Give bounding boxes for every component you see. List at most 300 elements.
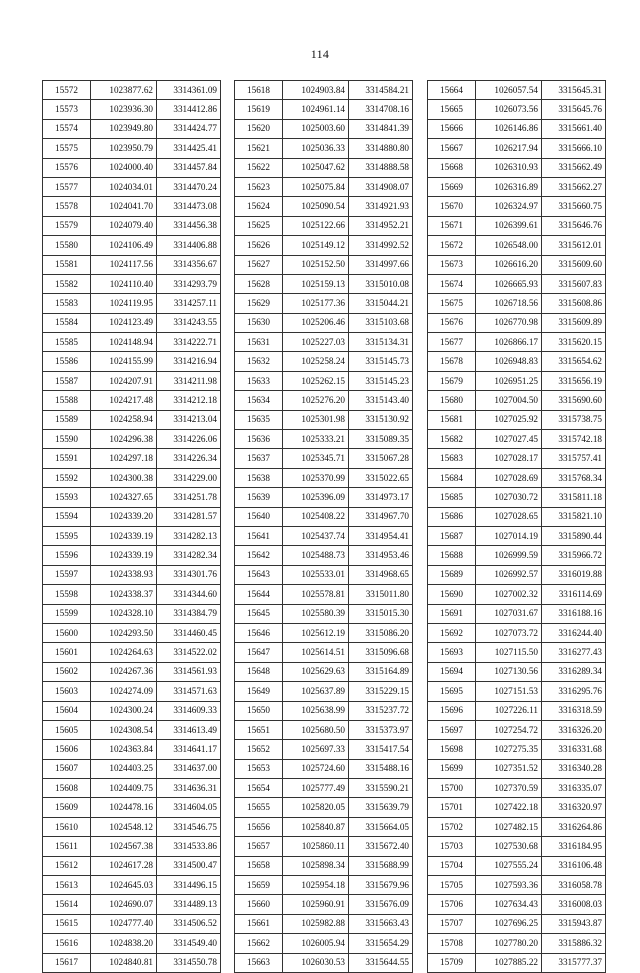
y-coordinate-cell: 3314997.66 <box>349 255 413 274</box>
point-id-cell: 15688 <box>428 546 476 565</box>
x-coordinate-cell: 1027780.20 <box>476 934 542 953</box>
table-row <box>43 798 221 817</box>
y-coordinate-cell: 3314257.11 <box>157 294 221 313</box>
x-coordinate-cell: 1025301.98 <box>283 410 349 429</box>
y-coordinate-cell: 3314952.21 <box>349 216 413 235</box>
table-row <box>428 565 606 584</box>
table-row <box>43 81 221 100</box>
table-row <box>43 604 221 623</box>
point-id-cell: 15585 <box>43 333 91 352</box>
x-coordinate-cell: 1024327.65 <box>91 488 157 507</box>
y-coordinate-cell: 3315645.76 <box>542 100 606 119</box>
point-id-cell: 15647 <box>235 643 283 662</box>
x-coordinate-cell: 1026548.00 <box>476 236 542 255</box>
table-row <box>43 526 221 545</box>
y-coordinate-cell: 3315661.40 <box>542 119 606 138</box>
y-coordinate-cell: 3314880.80 <box>349 139 413 158</box>
table-row <box>428 391 606 410</box>
y-coordinate-cell: 3316106.48 <box>542 856 606 875</box>
x-coordinate-cell: 1026999.59 <box>476 546 542 565</box>
y-coordinate-cell: 3316264.86 <box>542 817 606 836</box>
y-coordinate-cell: 3315644.55 <box>349 953 413 972</box>
x-coordinate-cell: 1027031.67 <box>476 604 542 623</box>
y-coordinate-cell: 3314460.45 <box>157 623 221 642</box>
x-coordinate-cell: 1025982.88 <box>283 914 349 933</box>
point-id-cell: 15649 <box>235 682 283 701</box>
table-row <box>235 934 413 953</box>
point-id-cell: 15599 <box>43 604 91 623</box>
point-id-cell: 15671 <box>428 216 476 235</box>
point-id-cell: 15611 <box>43 837 91 856</box>
y-coordinate-cell: 3314384.79 <box>157 604 221 623</box>
point-id-cell: 15612 <box>43 856 91 875</box>
y-coordinate-cell: 3315662.49 <box>542 158 606 177</box>
table-row <box>235 914 413 933</box>
x-coordinate-cell: 1027530.68 <box>476 837 542 856</box>
y-coordinate-cell: 3316318.59 <box>542 701 606 720</box>
y-coordinate-cell: 3316188.16 <box>542 604 606 623</box>
x-coordinate-cell: 1026146.86 <box>476 119 542 138</box>
point-id-cell: 15678 <box>428 352 476 371</box>
x-coordinate-cell: 1026770.98 <box>476 313 542 332</box>
point-id-cell: 15606 <box>43 740 91 759</box>
point-id-cell: 15572 <box>43 81 91 100</box>
y-coordinate-cell: 3314213.04 <box>157 410 221 429</box>
x-coordinate-cell: 1024903.84 <box>283 81 349 100</box>
x-coordinate-cell: 1025637.89 <box>283 682 349 701</box>
y-coordinate-cell: 3314282.34 <box>157 546 221 565</box>
point-id-cell: 15668 <box>428 158 476 177</box>
table-row <box>43 333 221 352</box>
y-coordinate-cell: 3315612.01 <box>542 236 606 255</box>
y-coordinate-cell: 3314489.13 <box>157 895 221 914</box>
table-row <box>235 449 413 468</box>
x-coordinate-cell: 1024267.36 <box>91 662 157 681</box>
y-coordinate-cell: 3315890.44 <box>542 526 606 545</box>
y-coordinate-cell: 3315742.18 <box>542 430 606 449</box>
x-coordinate-cell: 1025036.33 <box>283 139 349 158</box>
point-id-cell: 15675 <box>428 294 476 313</box>
y-coordinate-cell: 3315608.86 <box>542 294 606 313</box>
point-id-cell: 15680 <box>428 391 476 410</box>
table-row <box>43 410 221 429</box>
table-row <box>43 119 221 138</box>
coordinate-table-1 <box>42 80 221 973</box>
y-coordinate-cell: 3315666.10 <box>542 139 606 158</box>
x-coordinate-cell: 1024777.40 <box>91 914 157 933</box>
point-id-cell: 15620 <box>235 119 283 138</box>
x-coordinate-cell: 1024300.38 <box>91 468 157 487</box>
x-coordinate-cell: 1027226.11 <box>476 701 542 720</box>
y-coordinate-cell: 3314229.00 <box>157 468 221 487</box>
x-coordinate-cell: 1024308.54 <box>91 720 157 739</box>
table-row <box>428 274 606 293</box>
point-id-cell: 15681 <box>428 410 476 429</box>
table-row <box>235 740 413 759</box>
x-coordinate-cell: 1025612.19 <box>283 623 349 642</box>
table-row <box>235 81 413 100</box>
point-id-cell: 15673 <box>428 255 476 274</box>
table-row <box>235 759 413 778</box>
point-id-cell: 15617 <box>43 953 91 972</box>
y-coordinate-cell: 3314344.60 <box>157 585 221 604</box>
table-row <box>235 255 413 274</box>
x-coordinate-cell: 1025122.66 <box>283 216 349 235</box>
table-row <box>235 662 413 681</box>
point-id-cell: 15629 <box>235 294 283 313</box>
x-coordinate-cell: 1024339.19 <box>91 546 157 565</box>
table-row <box>428 468 606 487</box>
point-id-cell: 15607 <box>43 759 91 778</box>
x-coordinate-cell: 1025488.73 <box>283 546 349 565</box>
table-row <box>235 197 413 216</box>
y-coordinate-cell: 3314211.98 <box>157 371 221 390</box>
x-coordinate-cell: 1026665.93 <box>476 274 542 293</box>
point-id-cell: 15615 <box>43 914 91 933</box>
table-row <box>43 662 221 681</box>
x-coordinate-cell: 1024297.18 <box>91 449 157 468</box>
point-id-cell: 15644 <box>235 585 283 604</box>
x-coordinate-cell: 1027422.18 <box>476 798 542 817</box>
table-row <box>235 507 413 526</box>
x-coordinate-cell: 1026992.57 <box>476 565 542 584</box>
point-id-cell: 15613 <box>43 876 91 895</box>
y-coordinate-cell: 3314412.86 <box>157 100 221 119</box>
y-coordinate-cell: 3315943.87 <box>542 914 606 933</box>
y-coordinate-cell: 3316295.76 <box>542 682 606 701</box>
point-id-cell: 15652 <box>235 740 283 759</box>
y-coordinate-cell: 3315821.10 <box>542 507 606 526</box>
x-coordinate-cell: 1025954.18 <box>283 876 349 895</box>
x-coordinate-cell: 1024217.48 <box>91 391 157 410</box>
table-row <box>428 876 606 895</box>
point-id-cell: 15641 <box>235 526 283 545</box>
table-row <box>235 410 413 429</box>
table-row <box>428 701 606 720</box>
point-id-cell: 15702 <box>428 817 476 836</box>
y-coordinate-cell: 3314473.08 <box>157 197 221 216</box>
y-coordinate-cell: 3315672.40 <box>349 837 413 856</box>
y-coordinate-cell: 3314571.63 <box>157 682 221 701</box>
y-coordinate-cell: 3315237.72 <box>349 701 413 720</box>
point-id-cell: 15694 <box>428 662 476 681</box>
point-id-cell: 15683 <box>428 449 476 468</box>
point-id-cell: 15661 <box>235 914 283 933</box>
y-coordinate-cell: 3315130.92 <box>349 410 413 429</box>
x-coordinate-cell: 1024645.03 <box>91 876 157 895</box>
coordinate-table-3 <box>427 80 606 973</box>
point-id-cell: 15703 <box>428 837 476 856</box>
x-coordinate-cell: 1024328.10 <box>91 604 157 623</box>
table-row <box>43 216 221 235</box>
point-id-cell: 15610 <box>43 817 91 836</box>
table-row <box>428 139 606 158</box>
y-coordinate-cell: 3316331.68 <box>542 740 606 759</box>
y-coordinate-cell: 3314522.02 <box>157 643 221 662</box>
x-coordinate-cell: 1024690.07 <box>91 895 157 914</box>
y-coordinate-cell: 3315044.21 <box>349 294 413 313</box>
table-row <box>428 662 606 681</box>
table-row <box>43 100 221 119</box>
x-coordinate-cell: 1024339.20 <box>91 507 157 526</box>
point-id-cell: 15627 <box>235 255 283 274</box>
point-id-cell: 15707 <box>428 914 476 933</box>
y-coordinate-cell: 3316058.78 <box>542 876 606 895</box>
table-row <box>43 430 221 449</box>
y-coordinate-cell: 3314604.05 <box>157 798 221 817</box>
point-id-cell: 15633 <box>235 371 283 390</box>
point-id-cell: 15582 <box>43 274 91 293</box>
point-id-cell: 15662 <box>235 934 283 953</box>
point-id-cell: 15600 <box>43 623 91 642</box>
y-coordinate-cell: 3314222.71 <box>157 333 221 352</box>
table-row <box>428 236 606 255</box>
x-coordinate-cell: 1027130.56 <box>476 662 542 681</box>
y-coordinate-cell: 3314609.33 <box>157 701 221 720</box>
table-row <box>43 837 221 856</box>
x-coordinate-cell: 1024339.19 <box>91 526 157 545</box>
y-coordinate-cell: 3314636.31 <box>157 779 221 798</box>
y-coordinate-cell: 3315645.31 <box>542 81 606 100</box>
point-id-cell: 15622 <box>235 158 283 177</box>
table-row <box>428 682 606 701</box>
point-id-cell: 15656 <box>235 817 283 836</box>
y-coordinate-cell: 3314953.46 <box>349 546 413 565</box>
y-coordinate-cell: 3315229.15 <box>349 682 413 701</box>
x-coordinate-cell: 1024338.93 <box>91 565 157 584</box>
table-row <box>428 526 606 545</box>
table-row <box>235 119 413 138</box>
x-coordinate-cell: 1024961.14 <box>283 100 349 119</box>
x-coordinate-cell: 1025152.50 <box>283 255 349 274</box>
y-coordinate-cell: 3315103.68 <box>349 313 413 332</box>
y-coordinate-cell: 3314637.00 <box>157 759 221 778</box>
table-row <box>43 682 221 701</box>
table-row <box>235 274 413 293</box>
table-row <box>43 817 221 836</box>
x-coordinate-cell: 1023877.62 <box>91 81 157 100</box>
point-id-cell: 15592 <box>43 468 91 487</box>
point-id-cell: 15654 <box>235 779 283 798</box>
x-coordinate-cell: 1025960.91 <box>283 895 349 914</box>
x-coordinate-cell: 1024567.38 <box>91 837 157 856</box>
table-row <box>235 682 413 701</box>
table-row <box>428 119 606 138</box>
point-id-cell: 15632 <box>235 352 283 371</box>
y-coordinate-cell: 3316244.40 <box>542 623 606 642</box>
x-coordinate-cell: 1024106.49 <box>91 236 157 255</box>
y-coordinate-cell: 3314561.93 <box>157 662 221 681</box>
table-row <box>235 216 413 235</box>
table-row <box>428 546 606 565</box>
table-row <box>428 216 606 235</box>
x-coordinate-cell: 1025333.21 <box>283 430 349 449</box>
y-coordinate-cell: 3314550.78 <box>157 953 221 972</box>
x-coordinate-cell: 1025206.46 <box>283 313 349 332</box>
x-coordinate-cell: 1026324.97 <box>476 197 542 216</box>
point-id-cell: 15623 <box>235 177 283 196</box>
table-row <box>428 953 606 972</box>
x-coordinate-cell: 1024293.50 <box>91 623 157 642</box>
y-coordinate-cell: 3315488.16 <box>349 759 413 778</box>
point-id-cell: 15631 <box>235 333 283 352</box>
x-coordinate-cell: 1025840.87 <box>283 817 349 836</box>
x-coordinate-cell: 1025177.36 <box>283 294 349 313</box>
point-id-cell: 15665 <box>428 100 476 119</box>
point-id-cell: 15590 <box>43 430 91 449</box>
point-id-cell: 15672 <box>428 236 476 255</box>
x-coordinate-cell: 1023949.80 <box>91 119 157 138</box>
point-id-cell: 15601 <box>43 643 91 662</box>
table-row <box>428 100 606 119</box>
x-coordinate-cell: 1026030.53 <box>283 953 349 972</box>
y-coordinate-cell: 3314216.94 <box>157 352 221 371</box>
x-coordinate-cell: 1025437.74 <box>283 526 349 545</box>
y-coordinate-cell: 3314282.13 <box>157 526 221 545</box>
table-row <box>43 468 221 487</box>
table-row <box>43 701 221 720</box>
point-id-cell: 15605 <box>43 720 91 739</box>
x-coordinate-cell: 1024840.81 <box>91 953 157 972</box>
point-id-cell: 15691 <box>428 604 476 623</box>
x-coordinate-cell: 1025860.11 <box>283 837 349 856</box>
y-coordinate-cell: 3316340.28 <box>542 759 606 778</box>
point-id-cell: 15663 <box>235 953 283 972</box>
x-coordinate-cell: 1025227.03 <box>283 333 349 352</box>
table-row <box>43 197 221 216</box>
table-row <box>235 294 413 313</box>
table-row <box>428 81 606 100</box>
table-row <box>43 546 221 565</box>
point-id-cell: 15657 <box>235 837 283 856</box>
x-coordinate-cell: 1027275.35 <box>476 740 542 759</box>
y-coordinate-cell: 3316320.97 <box>542 798 606 817</box>
x-coordinate-cell: 1025149.12 <box>283 236 349 255</box>
point-id-cell: 15640 <box>235 507 283 526</box>
x-coordinate-cell: 1025047.62 <box>283 158 349 177</box>
table-row <box>428 585 606 604</box>
y-coordinate-cell: 3315143.40 <box>349 391 413 410</box>
x-coordinate-cell: 1024000.40 <box>91 158 157 177</box>
y-coordinate-cell: 3315022.65 <box>349 468 413 487</box>
y-coordinate-cell: 3315639.79 <box>349 798 413 817</box>
x-coordinate-cell: 1027028.69 <box>476 468 542 487</box>
table-row <box>428 914 606 933</box>
table-row <box>235 313 413 332</box>
point-id-cell: 15579 <box>43 216 91 235</box>
point-id-cell: 15645 <box>235 604 283 623</box>
table-row <box>43 352 221 371</box>
point-id-cell: 15596 <box>43 546 91 565</box>
x-coordinate-cell: 1025580.39 <box>283 604 349 623</box>
table-row <box>428 197 606 216</box>
y-coordinate-cell: 3315609.89 <box>542 313 606 332</box>
y-coordinate-cell: 3314470.24 <box>157 177 221 196</box>
point-id-cell: 15699 <box>428 759 476 778</box>
y-coordinate-cell: 3315607.83 <box>542 274 606 293</box>
y-coordinate-cell: 3314613.49 <box>157 720 221 739</box>
x-coordinate-cell: 1024034.01 <box>91 177 157 196</box>
x-coordinate-cell: 1027696.25 <box>476 914 542 933</box>
table-row <box>235 236 413 255</box>
x-coordinate-cell: 1024409.75 <box>91 779 157 798</box>
y-coordinate-cell: 3314500.47 <box>157 856 221 875</box>
point-id-cell: 15669 <box>428 177 476 196</box>
y-coordinate-cell: 3314424.77 <box>157 119 221 138</box>
point-id-cell: 15589 <box>43 410 91 429</box>
table-row <box>235 177 413 196</box>
point-id-cell: 15609 <box>43 798 91 817</box>
x-coordinate-cell: 1025724.60 <box>283 759 349 778</box>
y-coordinate-cell: 3315662.27 <box>542 177 606 196</box>
x-coordinate-cell: 1026399.61 <box>476 216 542 235</box>
x-coordinate-cell: 1027634.43 <box>476 895 542 914</box>
y-coordinate-cell: 3315590.21 <box>349 779 413 798</box>
table-row <box>428 255 606 274</box>
point-id-cell: 15693 <box>428 643 476 662</box>
x-coordinate-cell: 1025638.99 <box>283 701 349 720</box>
y-coordinate-cell: 3314496.15 <box>157 876 221 895</box>
y-coordinate-cell: 3314457.84 <box>157 158 221 177</box>
x-coordinate-cell: 1024110.40 <box>91 274 157 293</box>
point-id-cell: 15587 <box>43 371 91 390</box>
y-coordinate-cell: 3315654.62 <box>542 352 606 371</box>
table-row <box>43 585 221 604</box>
point-id-cell: 15684 <box>428 468 476 487</box>
y-coordinate-cell: 3314921.93 <box>349 197 413 216</box>
point-id-cell: 15581 <box>43 255 91 274</box>
point-id-cell: 15660 <box>235 895 283 914</box>
x-coordinate-cell: 1027370.59 <box>476 779 542 798</box>
point-id-cell: 15659 <box>235 876 283 895</box>
y-coordinate-cell: 3314506.52 <box>157 914 221 933</box>
point-id-cell: 15697 <box>428 720 476 739</box>
y-coordinate-cell: 3314281.57 <box>157 507 221 526</box>
x-coordinate-cell: 1027115.50 <box>476 643 542 662</box>
point-id-cell: 15700 <box>428 779 476 798</box>
y-coordinate-cell: 3315086.20 <box>349 623 413 642</box>
point-id-cell: 15604 <box>43 701 91 720</box>
y-coordinate-cell: 3315757.41 <box>542 449 606 468</box>
y-coordinate-cell: 3316335.07 <box>542 779 606 798</box>
point-id-cell: 15594 <box>43 507 91 526</box>
x-coordinate-cell: 1027151.53 <box>476 682 542 701</box>
y-coordinate-cell: 3315886.32 <box>542 934 606 953</box>
x-coordinate-cell: 1025090.54 <box>283 197 349 216</box>
table-row <box>428 798 606 817</box>
table-row <box>43 391 221 410</box>
point-id-cell: 15598 <box>43 585 91 604</box>
point-id-cell: 15686 <box>428 507 476 526</box>
y-coordinate-cell: 3314533.86 <box>157 837 221 856</box>
point-id-cell: 15692 <box>428 623 476 642</box>
point-id-cell: 15690 <box>428 585 476 604</box>
table-row <box>43 177 221 196</box>
x-coordinate-cell: 1027028.65 <box>476 507 542 526</box>
table-row <box>235 488 413 507</box>
x-coordinate-cell: 1027025.92 <box>476 410 542 429</box>
table-row <box>428 410 606 429</box>
x-coordinate-cell: 1024148.94 <box>91 333 157 352</box>
y-coordinate-cell: 3315768.34 <box>542 468 606 487</box>
x-coordinate-cell: 1027593.36 <box>476 876 542 895</box>
coordinate-table-2 <box>234 80 413 973</box>
point-id-cell: 15648 <box>235 662 283 681</box>
point-id-cell: 15591 <box>43 449 91 468</box>
x-coordinate-cell: 1027002.32 <box>476 585 542 604</box>
x-coordinate-cell: 1027027.45 <box>476 430 542 449</box>
point-id-cell: 15634 <box>235 391 283 410</box>
